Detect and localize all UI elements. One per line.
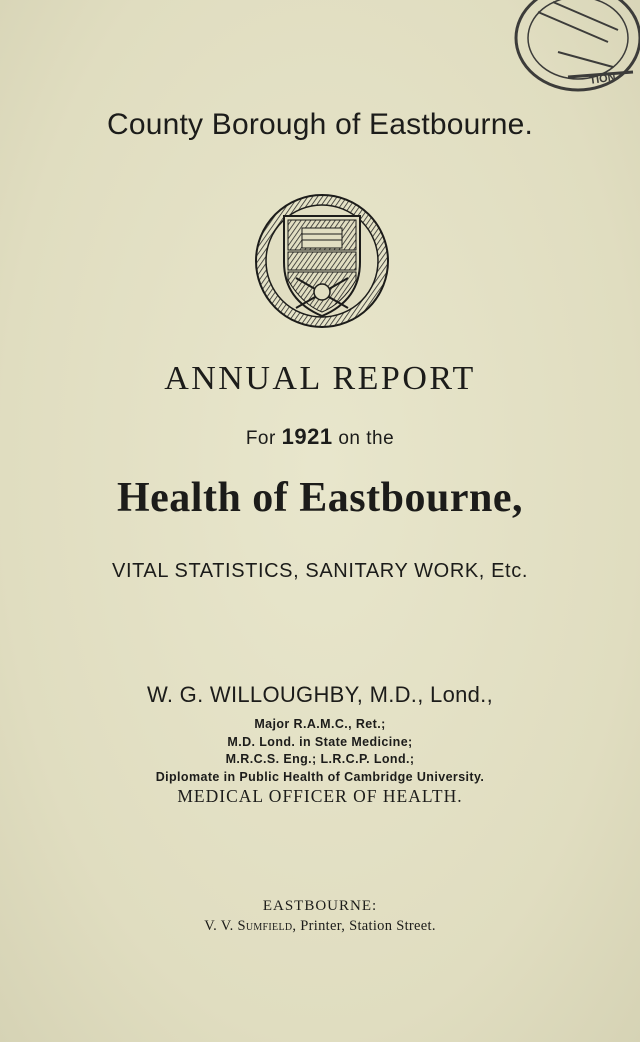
for-suffix: on the [338, 428, 395, 449]
author-name: W. G. WILLOUGHBY, M.D., Lond., [146, 682, 494, 707]
printer-prefix: V. V. [204, 918, 234, 934]
qualification-line: M.D. Lond. in State Medicine; [227, 734, 413, 749]
imprint-place: EASTBOURNE: [262, 898, 378, 914]
borough-title: County Borough of Eastbourne. [106, 108, 534, 141]
author-role: MEDICAL OFFICER OF HEALTH. [177, 786, 463, 806]
printer-name: Sumfield, [237, 918, 297, 934]
author-qualifications [0, 716, 640, 786]
qualification-line: M.R.C.S. Eng.; L.R.C.P. Lond.; [225, 752, 415, 766]
report-year-line [0, 424, 640, 450]
qualification-line: Major R.A.M.C., Ret.; [254, 717, 386, 731]
report-subtitle: VITAL STATISTICS, SANITARY WORK, Etc. [112, 560, 528, 582]
for-prefix: For [245, 428, 276, 449]
library-stamp [498, 0, 640, 118]
report-title: ANNUAL REPORT [164, 360, 476, 397]
report-year: 1921 [281, 424, 333, 449]
printer-suffix: Printer, Station Street. [300, 918, 436, 934]
svg-text:TION: TION [588, 71, 617, 87]
imprint-printer [0, 918, 640, 935]
report-subject: Health of Eastbourne, [116, 475, 523, 521]
qualification-line: Diplomate in Public Health of Cambridge University. [155, 769, 485, 784]
borough-seal-icon [252, 192, 392, 330]
